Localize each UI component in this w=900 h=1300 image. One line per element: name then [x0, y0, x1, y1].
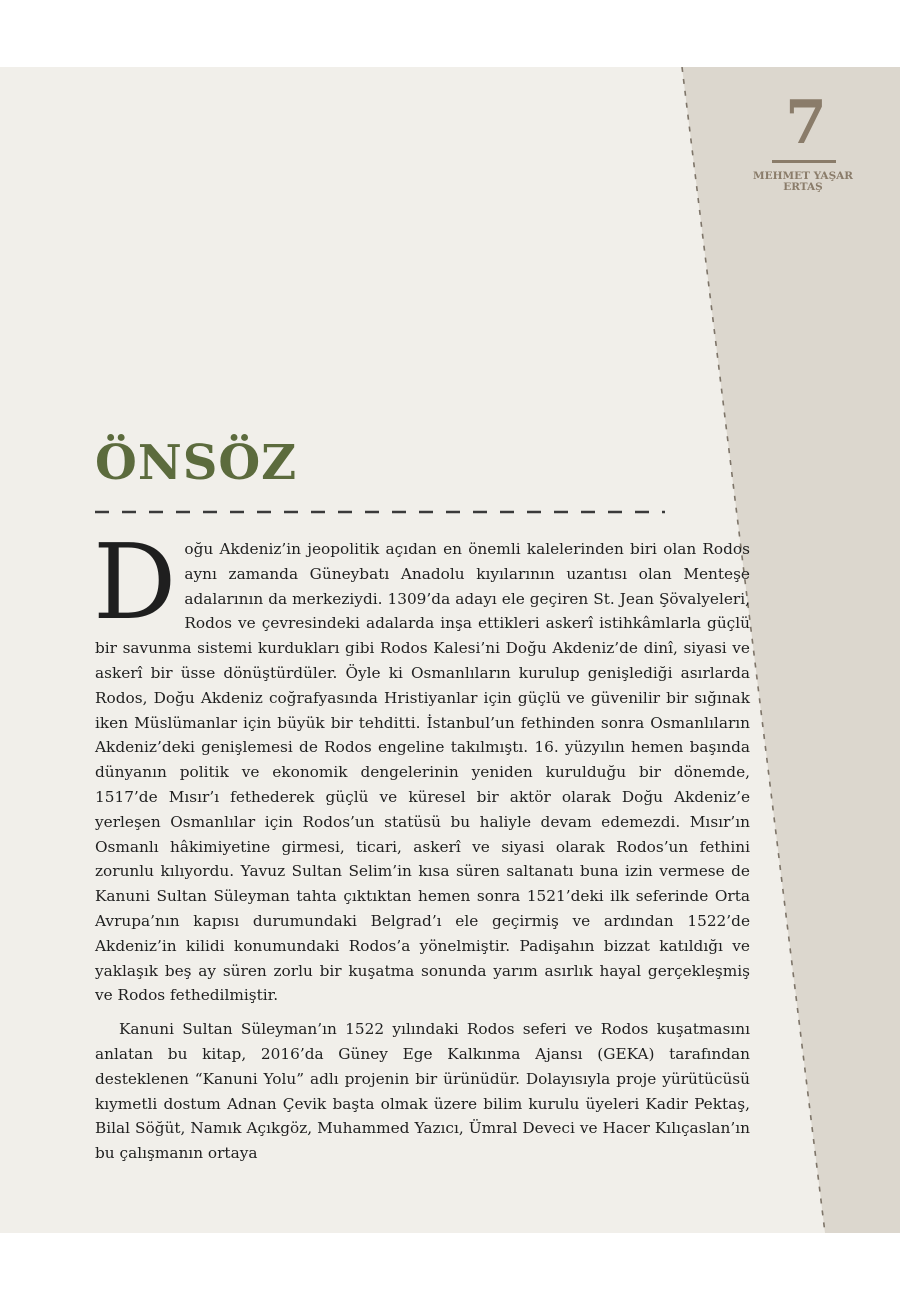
chapter-title: ÖNSÖZ	[95, 435, 298, 491]
paragraph-2: Kanuni Sultan Süleyman’ın 1522 yılındaki Rodos seferi ve Rodos kuşatmasını anlatan bu kitap, 2016’da Güney Ege Kalkınma Ajansı (GEKA) tarafından desteklenen “Kanuni Yolu” adlı projenin bir ürünüdür. Dolayısıyla proje yürütücüsü kıymetli dostum Adnan Çevik başta olmak üzere bilim kurulu üyeleri Kadir Pektaş, Bilal Söğüt, Namık Açıkgöz, Muhammed Yazıcı, Ümral Deveci ve Hacer Kılıçaslan’ın bu çalışmanın ortaya	[95, 1020, 750, 1163]
author-name-line-1: MEHMET YAŞAR	[752, 170, 854, 182]
page-number-rule	[772, 160, 836, 163]
paragraph-1	[93, 521, 750, 1008]
book-page	[0, 67, 900, 1233]
author-name-line-2: ERTAŞ	[783, 181, 823, 193]
author-name	[752, 171, 854, 193]
page-number: 7	[785, 88, 827, 158]
title-dashed-underline	[95, 510, 665, 514]
body-text	[93, 521, 750, 1166]
paragraph-1-text: oğu Akdeniz’in jeopolitik açıdan en önemli kalelerinden biri olan Rodos aynı zamanda Güneybatı Anadolu kıyılarının uzantısı olan Menteşe adalarının da merkeziydi. 1309’da adayı ele geçiren St. Jean Şövalyeleri, Rodos ve çevresindeki adalarda inşa ettikleri askerî istihkâmlarla güçlü bir savunma sistemi kurdukları gibi Rodos Kalesi’ni Doğu Akdeniz’de dinî, siyasi ve askerî bir üsse dönüştürdüler. Öyle ki Osmanlıların kurulup genişlediği asırlarda Rodos, Doğu Akdeniz coğrafyasında Hristiyanlar için güçlü ve güvenilir bir sığınak iken Müslümanlar için büyük bir tehditti. İstanbul’un fethinden sonra Osmanlıların Akdeniz’deki genişlemesi de Rodos engeline takılmıştı. 16. yüzyılın hemen başında dünyanın politik ve ekonomik dengelerinin yeniden kurulduğu bir dönemde, 1517’de Mısır’ı fethederek güçlü ve küresel bir aktör olarak Doğu Akdeniz’e yerleşen Osmanlılar için Rodos’un statüsü bu haliyle devam edemezdi. Mısır’ın Osmanlı hâkimiyetine girmesi, ticari, askerî ve siyasi olarak Rodos’un fethini zorunlu kılıyordu. Yavuz Sultan Selim’in kısa süren saltanatı buna izin vermese de Kanuni Sultan Süleyman tahta çıktıktan hemen sonra 1521’deki ilk seferinde Orta Avrupa’nın kapısı durumundaki Belgrad’ı ele geçirmiş ve ardından 1522’de Akdeniz’in kilidi konumundaki Rodos’a yönelmiştir. Padişahın bizzat katıldığı ve yaklaşık beş ay süren zorlu bir kuşatma sonunda yarım asırlık hayal gerçekleşmiş ve Rodos fethedilmiştir.	[95, 540, 750, 1005]
drop-cap: D	[93, 521, 177, 643]
